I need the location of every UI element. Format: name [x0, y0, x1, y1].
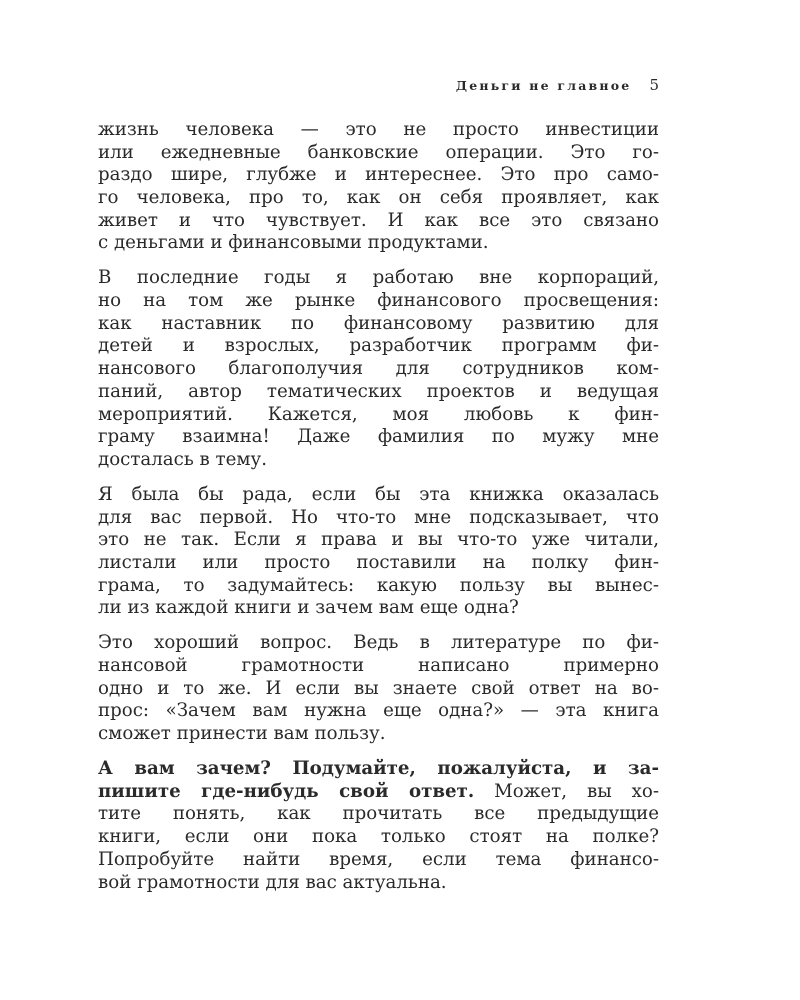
- paragraph-4: [98, 632, 659, 745]
- bold-emphasis: А вам зачем? Подумайте, пожалуйста, и за-: [98, 758, 659, 780]
- text-line: мероприятий. Кажется, моя любовь к фин-: [98, 403, 659, 425]
- text-line: Попробуйте найти время, если тема финансо-: [98, 848, 659, 870]
- text-line: граму взаимна! Даже фамилия по мужу мне: [98, 426, 659, 448]
- text-line: нансовой грамотности написано примерно: [98, 655, 659, 677]
- text-line: [98, 758, 659, 781]
- text-line: жизнь человека — это не просто инвестиции: [98, 119, 659, 140]
- text-line: тите понять, как прочитать все предыдущие: [98, 803, 659, 825]
- text-line: го человека, про то, как он себя проявляет, как: [98, 187, 659, 209]
- paragraph-2: [98, 267, 659, 471]
- text-line: В последние годы я работаю вне корпораций,: [98, 267, 659, 289]
- paragraph-5: [98, 758, 659, 894]
- text-line: детей и взрослых, разработчик программ фи-: [98, 335, 659, 357]
- text-line: листали или просто поставили на полку фин-: [98, 551, 659, 573]
- text-line: раздо шире, глубже и интереснее. Это про само-: [98, 164, 659, 186]
- body-text: [98, 119, 659, 894]
- text-span: Может, вы хо-: [474, 780, 659, 802]
- text-line: одно и то же. И если вы знаете свой ответ на во-: [98, 677, 659, 699]
- running-header-title: Деньги не главное: [455, 78, 632, 93]
- text-line: нансового благополучия для сотрудников ком-: [98, 358, 659, 380]
- paragraph-1: [98, 119, 659, 255]
- text-line: или ежедневные банковские операции. Это го-: [98, 141, 659, 163]
- bold-emphasis: пишите где-нибудь свой ответ.: [98, 780, 475, 802]
- text-line: Это хороший вопрос. Ведь в литературе по фи-: [98, 632, 659, 654]
- text-line: живет и что чувствует. И как все это связано: [98, 209, 659, 231]
- running-header: [456, 76, 659, 94]
- text-line: вой грамотности для вас актуальна.: [98, 871, 447, 893]
- text-line: книги, если они пока только стоят на полке?: [98, 826, 659, 848]
- text-line: [98, 781, 659, 804]
- text-line: это не так. Если я права и вы что-то уже читали,: [98, 529, 659, 551]
- text-line: досталась в тему.: [98, 448, 267, 470]
- text-line: как наставник по финансовому развитию для: [98, 312, 659, 334]
- page-number: 5: [649, 76, 659, 94]
- text-line: для вас первой. Но что-то мне подсказывает, что: [98, 506, 659, 528]
- text-line: но на том же рынке финансового просвещения:: [98, 290, 659, 312]
- text-line: Я была бы рада, если бы эта книжка оказалась: [98, 483, 659, 505]
- text-line: сможет принести вам пользу.: [98, 723, 386, 745]
- paragraph-3: [98, 484, 659, 620]
- text-line: грама, то задумайтесь: какую пользу вы вынес-: [98, 574, 659, 596]
- text-line: с деньгами и финансовыми продуктами.: [98, 232, 489, 254]
- text-line: ли из каждой книги и зачем вам еще одна?: [98, 597, 519, 619]
- text-line: паний, автор тематических проектов и ведущая: [98, 380, 659, 402]
- text-line: прос: «Зачем вам нужна еще одна?» — эта книга: [98, 700, 659, 722]
